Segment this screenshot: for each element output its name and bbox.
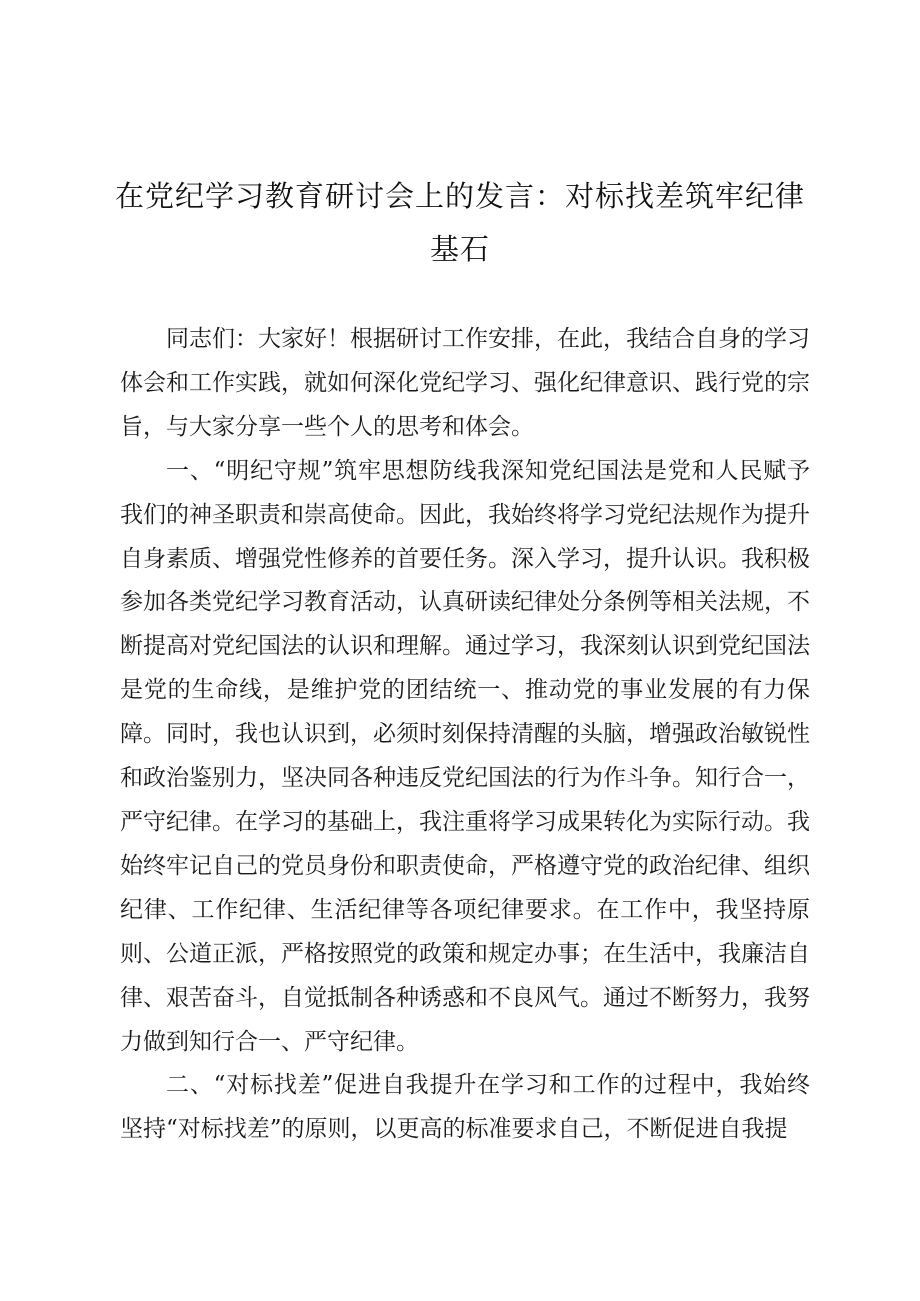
- document-title: [100, 170, 820, 276]
- title-line-1: 在党纪学习教育研讨会上的发言：对标找差筑牢纪律: [114, 179, 805, 213]
- title-line-2: 基石: [429, 232, 490, 266]
- document-body: [120, 318, 810, 1152]
- paragraph-greeting: 同志们：大家好！根据研讨工作安排，在此，我结合自身的学习体会和工作实践，就如何深化党纪学习、强化纪律意识、践行党的宗旨，与大家分享一些个人的思考和体会。: [120, 326, 810, 440]
- paragraph-section-one: 一、“明纪守规”筑牢思想防线我深知党纪国法是党和人民赋予我们的神圣职责和崇高使命。因此，我始终将学习党纪法规作为提升自身素质、增强党性修养的首要任务。深入学习，提升认识。我积极参加各类党纪学习教育活动，认真研读纪律处分条例等相关法规，不断提高对党纪国法的认识和理解。通过学习，我深刻认识到党纪国法是党的生命线，是维护党的团结统一、推动党的事业发展的有力保障。同时，我也认识到，必须时刻保持清醒的头脑，增强政治敏锐性和政治鉴别力，坚决同各种违反党纪国法的行为作斗争。知行合一，严守纪律。在学习的基础上，我注重将学习成果转化为实际行动。我始终牢记自己的党员身份和职责使命，严格遵守党的政治纪律、组织纪律、工作纪律、生活纪律等各项纪律要求。在工作中，我坚持原则、公道正派，严格按照党的政策和规定办事；在生活中，我廉洁自律、艰苦奋斗，自觉抵制各种诱惑和不良风气。通过不断努力，我努力做到知行合一、严守纪律。: [120, 457, 810, 1055]
- paragraph-section-two: 二、“对标找差”促进自我提升在学习和工作的过程中，我始终坚持“对标找差”的原则，以更高的标准要求自己，不断促进自我提: [120, 1072, 810, 1143]
